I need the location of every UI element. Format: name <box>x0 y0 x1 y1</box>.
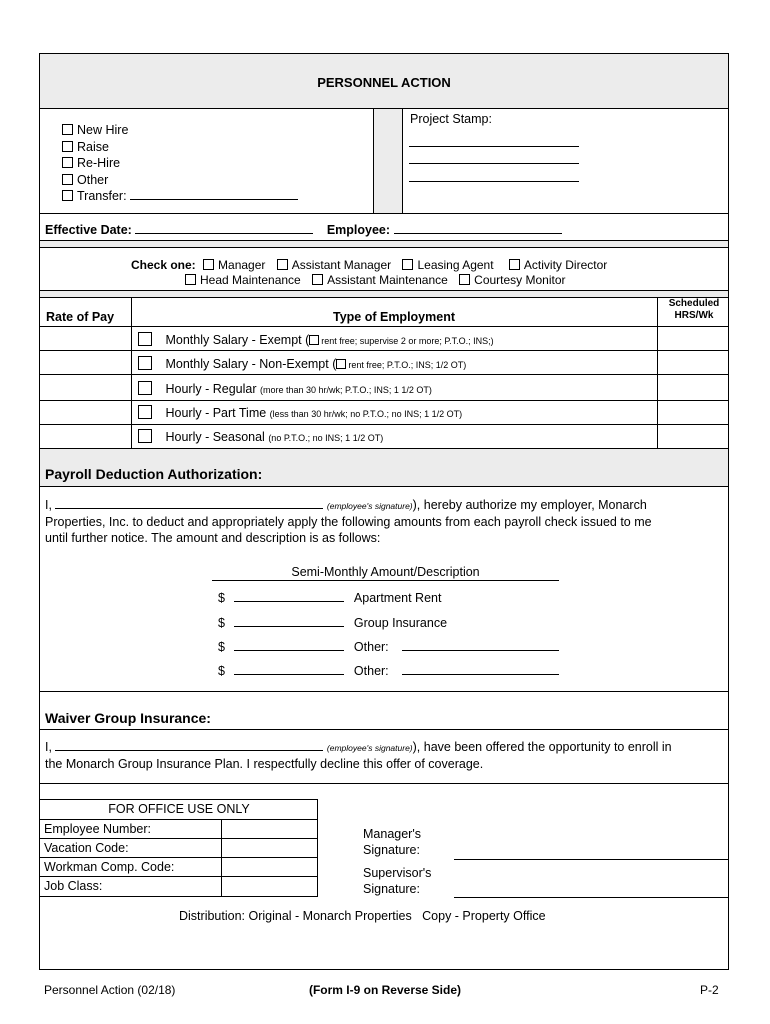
checkbox[interactable] <box>459 274 470 285</box>
shaded-separator <box>374 109 402 213</box>
checkbox[interactable] <box>138 381 152 395</box>
job-class-field[interactable] <box>222 877 317 895</box>
personnel-action-form <box>39 53 729 970</box>
checkbox[interactable] <box>138 332 152 346</box>
checkbox[interactable] <box>312 274 323 285</box>
vacation-code-field[interactable] <box>222 839 317 857</box>
vacation-code-label: Vacation Code: <box>44 841 129 855</box>
rent-free-checkbox[interactable] <box>309 335 319 345</box>
checkbox[interactable] <box>62 174 73 185</box>
deduction-other-1: $ Other: <box>218 639 559 654</box>
footer-form-id: Personnel Action (02/18) <box>44 983 176 997</box>
stamp-line-3 <box>409 181 579 182</box>
payroll-signature-field[interactable] <box>55 497 323 509</box>
distribution-note: Distribution: Original - Monarch Properties Copy - Property Office <box>179 909 546 923</box>
effective-date-row: Effective Date: Employee: <box>45 222 562 237</box>
deduction-insurance: $ Group Insurance <box>218 616 448 630</box>
employee-number-label: Employee Number: <box>44 822 151 836</box>
supervisor-signature-label: Supervisor's Signature: <box>363 866 432 896</box>
position-manager[interactable]: Manager <box>203 258 265 272</box>
effective-date-field[interactable] <box>135 222 313 234</box>
stamp-line-2 <box>409 163 579 164</box>
checkbox[interactable] <box>138 405 152 419</box>
type-of-employment-header: Type of Employment <box>332 310 455 324</box>
action-raise[interactable]: Raise <box>62 139 298 156</box>
position-leasing-agent[interactable]: Leasing Agent <box>402 258 493 272</box>
checkbox[interactable] <box>402 259 413 270</box>
amount-header: Semi-Monthly Amount/Description <box>212 565 559 581</box>
employment-row-regular[interactable]: Hourly - Regular (more than 30 hr/wk; P.T.O.; INS; 1 1/2 OT) <box>138 381 432 396</box>
action-transfer[interactable]: Transfer: <box>62 188 298 205</box>
office-use-heading: FOR OFFICE USE ONLY <box>108 802 250 816</box>
checkbox[interactable] <box>62 141 73 152</box>
manager-signature-label: Manager's Signature: <box>363 827 421 857</box>
checkbox[interactable] <box>277 259 288 270</box>
checkbox[interactable] <box>62 157 73 168</box>
checkbox[interactable] <box>138 429 152 443</box>
payroll-heading: Payroll Deduction Authorization: <box>45 466 263 482</box>
other-1-description-field[interactable] <box>402 639 559 651</box>
footer-reverse-note: (Form I-9 on Reverse Side) <box>308 983 462 997</box>
action-new-hire[interactable]: New Hire <box>62 122 298 139</box>
checkbox[interactable] <box>62 124 73 135</box>
deduction-other-2: $ Other: <box>218 663 559 678</box>
workman-comp-field[interactable] <box>222 858 317 876</box>
employee-number-field[interactable] <box>222 820 317 838</box>
footer-page-number: P-2 <box>700 983 719 997</box>
position-row-2 <box>185 273 566 287</box>
workman-comp-label: Workman Comp. Code: <box>44 860 175 874</box>
other-2-description-field[interactable] <box>402 663 559 675</box>
position-head-maintenance[interactable]: Head Maintenance <box>185 273 301 287</box>
other-2-amount-field[interactable] <box>234 663 344 675</box>
action-other[interactable]: Other <box>62 172 298 189</box>
payroll-paragraph: I, (employee's signature)), hereby authorize my employer, Monarch Properties, Inc. to deduct and appropriately apply the following amounts from each payroll check issued to me until further notice. The amount and description is as follows: <box>45 498 652 545</box>
employee-field[interactable] <box>394 222 562 234</box>
position-courtesy-monitor[interactable]: Courtesy Monitor <box>459 273 565 287</box>
position-row-1: Check one: Manager Assistant Manager Leasing Agent Activity Director <box>131 258 608 272</box>
position-assistant-maintenance[interactable]: Assistant Maintenance <box>312 273 448 287</box>
other-1-amount-field[interactable] <box>234 639 344 651</box>
employment-row-exempt[interactable]: Monthly Salary - Exempt ( rent free; supervise 2 or more; P.T.O.; INS;) <box>138 332 494 347</box>
insurance-amount-field[interactable] <box>234 615 344 627</box>
position-activity-director[interactable]: Activity Director <box>509 258 607 272</box>
checkbox[interactable] <box>509 259 520 270</box>
rent-amount-field[interactable] <box>234 590 344 602</box>
waiver-signature-field[interactable] <box>55 739 323 751</box>
transfer-field[interactable] <box>130 188 298 200</box>
job-class-label: Job Class: <box>44 879 103 893</box>
supervisor-signature-field[interactable] <box>454 897 728 898</box>
position-assistant-manager[interactable]: Assistant Manager <box>277 258 391 272</box>
employment-row-seasonal[interactable]: Hourly - Seasonal (no P.T.O.; no INS; 1 1/2 OT) <box>138 429 383 444</box>
rent-free-checkbox[interactable] <box>336 359 346 369</box>
project-stamp-label: Project Stamp: <box>410 112 492 126</box>
scheduled-header: Scheduled HRS/Wk <box>668 298 720 321</box>
checkbox[interactable] <box>62 190 73 201</box>
deduction-rent: $ Apartment Rent <box>218 591 442 605</box>
checkbox[interactable] <box>138 356 152 370</box>
rate-of-pay-header: Rate of Pay <box>46 310 115 324</box>
form-title: PERSONNEL ACTION <box>317 75 451 90</box>
checkbox[interactable] <box>185 274 196 285</box>
checkbox[interactable] <box>203 259 214 270</box>
employment-row-part-time[interactable]: Hourly - Part Time (less than 30 hr/wk; no P.T.O.; no INS; 1 1/2 OT) <box>138 405 462 420</box>
manager-signature-field[interactable] <box>454 859 728 860</box>
action-rehire[interactable]: Re-Hire <box>62 155 298 172</box>
employment-row-non-exempt[interactable]: Monthly Salary - Non-Exempt ( rent free; P.T.O.; INS; 1/2 OT) <box>138 356 466 371</box>
waiver-paragraph: I, (employee's signature)), have been offered the opportunity to enroll in the Monarch Group Insurance Plan. I respectfully decline this offer of coverage. <box>45 740 672 771</box>
stamp-line-1 <box>409 146 579 147</box>
waiver-heading: Waiver Group Insurance: <box>45 710 211 726</box>
action-type-list <box>62 122 298 205</box>
